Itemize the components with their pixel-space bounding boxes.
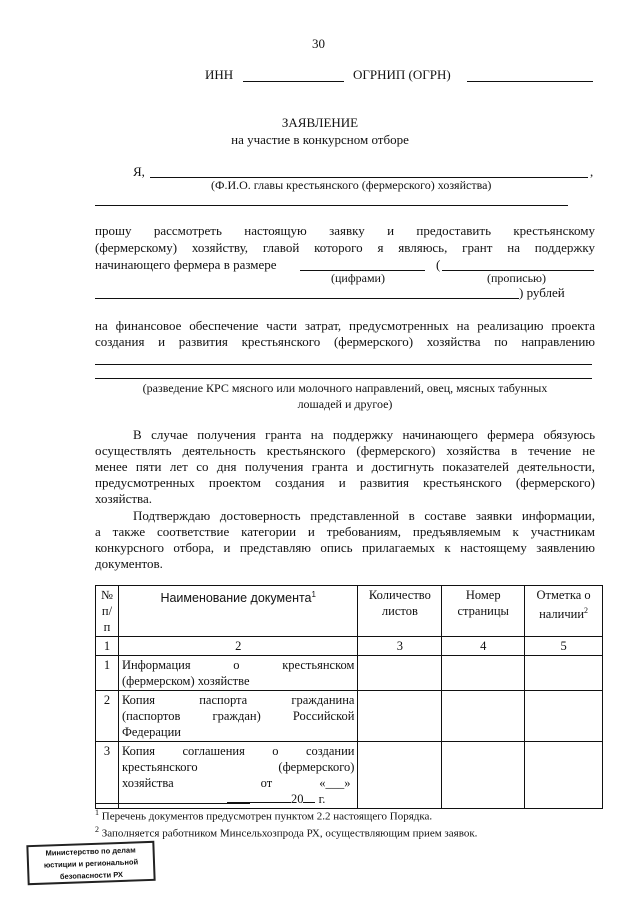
document-subtitle: на участие в конкурсном отборе: [231, 132, 409, 147]
purpose-line-2: создания и развития крестьянского (фермерского) хозяйства по направлению: [95, 334, 595, 349]
col-number: 2: [118, 637, 358, 656]
agreement-day[interactable]: «___»: [319, 776, 351, 790]
row-document: [118, 656, 358, 691]
applicant-name-line-2[interactable]: [95, 205, 568, 206]
table-header-row: [96, 586, 603, 637]
footnote-1: [95, 808, 432, 823]
stamp-line-3: безопасности РХ: [59, 869, 124, 882]
col-number: 1: [96, 637, 119, 656]
column-number-row: [96, 637, 603, 656]
confirmation-line-4: документов.: [95, 556, 163, 571]
page-number: 30: [312, 36, 325, 51]
footnote-1-text: Перечень документов предусмотрен пунктом 2.2 настоящего Порядка.: [101, 810, 433, 823]
footnote-2-num: 2: [95, 825, 99, 834]
purpose-line-1: на финансовое обеспечение части затрат, предусмотренных на реализацию проекта: [95, 318, 595, 333]
col-number: 4: [442, 637, 525, 656]
stamp-line-1: Министерство по делам: [45, 845, 136, 858]
agreement-year-suffix: г.: [318, 792, 326, 806]
inn-field-line[interactable]: [243, 81, 344, 82]
header-page-line-2: страницы: [457, 604, 509, 618]
request-line-1: прошу рассмотреть настоящую заявку и предоставить крестьянскому: [95, 223, 595, 238]
rubles-label: ) рублей: [519, 285, 565, 300]
footnote-2-text: Заполняется работником Минсельхозпрода РХ, осуществляющим прием заявок.: [101, 827, 478, 840]
agreement-year-prefix: 20: [290, 792, 304, 806]
header-name-text: Наименование документа: [160, 591, 312, 606]
footnote-2: [95, 825, 477, 840]
row-document-line: (фермерском) хозяйстве: [121, 674, 250, 688]
ogrnip-field-line[interactable]: [467, 81, 593, 82]
footnote-separator: [95, 803, 250, 804]
header-mark: [525, 586, 603, 637]
header-page: [442, 586, 525, 637]
col-number: 3: [358, 637, 442, 656]
obligation-line-1: В случае получения гранта на поддержку начинающего фермера обязуюсь: [133, 427, 595, 442]
applicant-caption: (Ф.И.О. главы крестьянского (фермерского) хозяйства): [211, 178, 492, 192]
agreement-text: хозяйства: [121, 776, 174, 790]
row-sheets[interactable]: [358, 691, 442, 742]
row-document: [118, 691, 358, 742]
header-num: [96, 586, 119, 637]
table-row: [96, 656, 603, 691]
header-name: [118, 586, 358, 637]
obligation-line-3: менее пяти лет со дня получения гранта и достигнуть показателей деятельности,: [95, 459, 595, 474]
row-document-line: Информация о крестьянском: [121, 658, 355, 672]
col-number: 5: [525, 637, 603, 656]
stamp-line-2: юстиции и региональной: [43, 857, 139, 870]
direction-caption-2: лошадей и другое): [297, 397, 393, 411]
row-document-line: крестьянского (фермерского): [121, 760, 355, 774]
request-line-3: начинающего фермера в размере: [95, 257, 277, 272]
table-row: [96, 742, 603, 809]
row-document-line: Федерации: [121, 725, 181, 739]
header-mark-line-1: Отметка о: [536, 588, 591, 602]
footnote-1-num: 1: [95, 808, 99, 817]
row-document-line: (паспортов граждан) Российской: [121, 709, 355, 723]
applicant-prefix: Я,: [133, 164, 145, 179]
header-sheets-line-1: Количество: [368, 588, 431, 602]
header-num-line-2: п/п: [101, 604, 113, 634]
agreement-year-line[interactable]: [303, 802, 315, 803]
row-document-line: [122, 791, 355, 807]
row-document: [118, 742, 358, 809]
direction-caption-1: (разведение КРС мясного или молочного направлений, овец, мясных табунных: [142, 381, 548, 395]
row-mark[interactable]: [525, 691, 603, 742]
header-sheets: [358, 586, 442, 637]
inn-label: ИНН: [205, 67, 234, 82]
confirmation-line-2: а также соответствие категории и требованиям, предъявляемым к участникам: [95, 524, 595, 539]
ministry-stamp: [26, 841, 155, 885]
document-title: ЗАЯВЛЕНИЕ: [281, 115, 359, 130]
direction-line-1[interactable]: [95, 364, 592, 365]
row-num: 1: [96, 656, 119, 691]
row-document-line: [122, 775, 355, 791]
header-num-line-1: №: [101, 588, 113, 602]
paren-open: (: [436, 257, 441, 272]
confirmation-line-1: Подтверждаю достоверность представленной в составе заявки информации,: [133, 508, 595, 523]
row-mark[interactable]: [525, 656, 603, 691]
row-sheets[interactable]: [358, 656, 442, 691]
confirmation-line-3: конкурсного отбора, и представляю опись прилагаемых к настоящему заявлению: [95, 540, 595, 555]
table-row: [96, 691, 603, 742]
agreement-from: от: [260, 776, 273, 790]
row-page[interactable]: [442, 742, 525, 809]
row-document-line: Копия паспорта гражданина: [121, 693, 355, 707]
row-page[interactable]: [442, 656, 525, 691]
obligation-line-2: осуществлять деятельность крестьянского (фермерского) хозяйства в течение не: [95, 443, 595, 458]
request-line-2: (фермерскому) хозяйству, главой которого я являюсь, грант на поддержку: [95, 240, 595, 255]
row-num: 3: [96, 742, 119, 809]
header-sheets-line-2: листов: [381, 604, 418, 618]
row-mark[interactable]: [525, 742, 603, 809]
amount-words-line-2[interactable]: [95, 298, 519, 299]
row-document-line: Копия соглашения о создании: [121, 744, 355, 758]
header-page-line-1: Номер: [465, 588, 501, 602]
row-num: 2: [96, 691, 119, 742]
obligation-line-5: хозяйства.: [95, 491, 153, 506]
header-mark-text: наличии: [539, 607, 585, 622]
caption-digits: (цифрами): [331, 271, 385, 285]
header-mark-sup: 2: [584, 606, 589, 615]
caption-words: (прописью): [487, 271, 547, 285]
ogrnip-label: ОГРНИП (ОГРН): [353, 67, 451, 82]
row-sheets[interactable]: [358, 742, 442, 809]
header-mark-line-2: [528, 603, 599, 622]
applicant-comma: ,: [590, 164, 594, 179]
obligation-line-4: предусмотренных проектом создания и развития крестьянского (фермерского): [95, 475, 595, 490]
row-page[interactable]: [442, 691, 525, 742]
header-name-sup: 1: [311, 590, 316, 599]
direction-line-2[interactable]: [95, 378, 592, 379]
documents-table: [95, 585, 603, 809]
